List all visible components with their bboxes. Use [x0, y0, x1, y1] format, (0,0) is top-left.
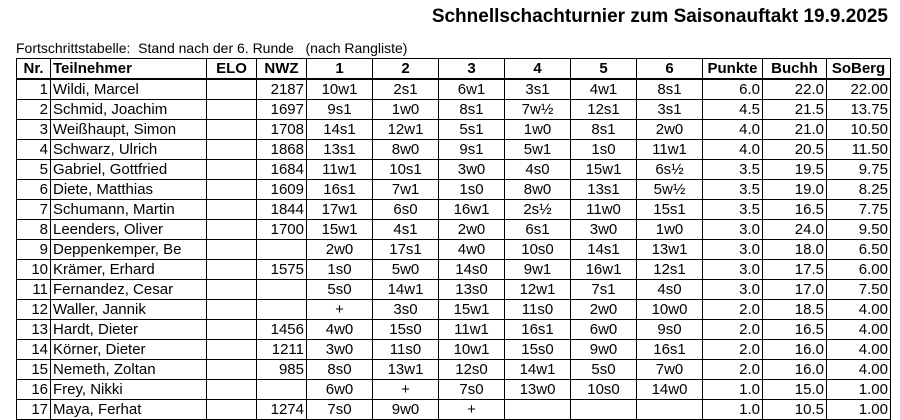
cell-soberg: 4.00 [827, 320, 891, 340]
header-round-5: 5 [571, 59, 637, 80]
cell-nwz [257, 380, 307, 400]
cell-round-4: 10s0 [505, 240, 571, 260]
cell-elo [207, 380, 257, 400]
cell-round-4: 11s0 [505, 300, 571, 320]
cell-round-6: 7w0 [637, 360, 703, 380]
cell-punkte: 3.5 [703, 180, 763, 200]
cell-round-6: 8s1 [637, 79, 703, 100]
cell-punkte: 2.0 [703, 360, 763, 380]
cell-nwz: 2187 [257, 79, 307, 100]
cell-round-4: 3s1 [505, 79, 571, 100]
cell-round-5: 1s0 [571, 140, 637, 160]
cell-round-2: 14w1 [373, 280, 439, 300]
cell-nwz: 1868 [257, 140, 307, 160]
cell-nwz [257, 280, 307, 300]
cell-nwz: 1211 [257, 340, 307, 360]
cell-round-5: 9w0 [571, 340, 637, 360]
cell-round-2: 13w1 [373, 360, 439, 380]
cell-round-1: 17w1 [307, 200, 373, 220]
cell-round-1: 11w1 [307, 160, 373, 180]
cell-buchh: 17.0 [763, 280, 827, 300]
cell-round-1: 2w0 [307, 240, 373, 260]
table-row [17, 200, 891, 220]
header-round-2: 2 [373, 59, 439, 80]
cell-round-5: 12s1 [571, 100, 637, 120]
cell-round-4 [505, 400, 571, 420]
table-row [17, 340, 891, 360]
cell-round-1: + [307, 300, 373, 320]
cell-nr: 11 [17, 280, 51, 300]
cell-elo [207, 160, 257, 180]
cell-round-3: 9s1 [439, 140, 505, 160]
cell-round-2: 12w1 [373, 120, 439, 140]
header-nr: Nr. [17, 59, 51, 80]
cell-soberg: 1.00 [827, 400, 891, 420]
cell-round-4: 8w0 [505, 180, 571, 200]
cell-round-6: 9s0 [637, 320, 703, 340]
page-title: Schnellschachturnier zum Saisonauftakt 19.9.2025 [431, 6, 888, 27]
cell-round-5: 15w1 [571, 160, 637, 180]
cell-punkte: 1.0 [703, 380, 763, 400]
cell-soberg: 1.00 [827, 380, 891, 400]
cell-buchh: 16.0 [763, 360, 827, 380]
cell-elo [207, 220, 257, 240]
cell-round-6: 16s1 [637, 340, 703, 360]
cell-nr: 10 [17, 260, 51, 280]
cell-punkte: 4.0 [703, 140, 763, 160]
header-name: Teilnehmer [51, 59, 207, 80]
cell-round-1: 14s1 [307, 120, 373, 140]
cell-round-3: 12s0 [439, 360, 505, 380]
cell-round-3: 2w0 [439, 220, 505, 240]
cell-round-5: 13s1 [571, 180, 637, 200]
cell-elo [207, 140, 257, 160]
cell-punkte: 3.0 [703, 240, 763, 260]
cell-name: Fernandez, Cesar [51, 280, 207, 300]
cell-soberg: 10.50 [827, 120, 891, 140]
cell-punkte: 3.5 [703, 160, 763, 180]
cell-elo [207, 180, 257, 200]
cell-round-4: 16s1 [505, 320, 571, 340]
cell-round-2: 1w0 [373, 100, 439, 120]
cell-nr: 14 [17, 340, 51, 360]
cell-nr: 17 [17, 400, 51, 420]
cell-round-2: 6s0 [373, 200, 439, 220]
cell-soberg: 9.75 [827, 160, 891, 180]
cell-elo [207, 100, 257, 120]
cell-name: Weißhaupt, Simon [51, 120, 207, 140]
cell-round-5: 7s1 [571, 280, 637, 300]
cell-nwz: 1274 [257, 400, 307, 420]
cell-buchh: 18.5 [763, 300, 827, 320]
cell-round-6: 6s½ [637, 160, 703, 180]
cell-nwz: 1684 [257, 160, 307, 180]
cell-nr: 15 [17, 360, 51, 380]
cell-round-5: 6w0 [571, 320, 637, 340]
cell-buchh: 21.0 [763, 120, 827, 140]
cell-round-6: 12s1 [637, 260, 703, 280]
cell-round-2: 17s1 [373, 240, 439, 260]
cell-name: Maya, Ferhat [51, 400, 207, 420]
cell-round-6: 1w0 [637, 220, 703, 240]
cell-round-6: 11w1 [637, 140, 703, 160]
cell-round-3: 13s0 [439, 280, 505, 300]
cell-nwz: 1844 [257, 200, 307, 220]
cell-buchh: 18.0 [763, 240, 827, 260]
cell-round-4: 6s1 [505, 220, 571, 240]
cell-elo [207, 280, 257, 300]
cell-buchh: 22.0 [763, 79, 827, 100]
cell-round-4: 5w1 [505, 140, 571, 160]
cell-round-2: 15s0 [373, 320, 439, 340]
cell-round-4: 2s½ [505, 200, 571, 220]
header-nwz: NWZ [257, 59, 307, 80]
header-buchh: Buchh [763, 59, 827, 80]
cell-nr: 2 [17, 100, 51, 120]
cell-soberg: 11.50 [827, 140, 891, 160]
cell-name: Gabriel, Gottfried [51, 160, 207, 180]
table-row [17, 240, 891, 260]
cell-round-2: 4s1 [373, 220, 439, 240]
table-row [17, 360, 891, 380]
cell-nr: 4 [17, 140, 51, 160]
header-soberg: SoBerg [827, 59, 891, 80]
cell-elo [207, 200, 257, 220]
cell-round-3: 15w1 [439, 300, 505, 320]
cell-round-3: 1s0 [439, 180, 505, 200]
table-row [17, 260, 891, 280]
cell-nr: 7 [17, 200, 51, 220]
cell-soberg: 4.00 [827, 300, 891, 320]
cell-name: Frey, Nikki [51, 380, 207, 400]
cell-round-2: 10s1 [373, 160, 439, 180]
cell-round-6: 10w0 [637, 300, 703, 320]
cell-round-4: 15s0 [505, 340, 571, 360]
cell-nr: 16 [17, 380, 51, 400]
cell-name: Waller, Jannik [51, 300, 207, 320]
cell-round-4: 9w1 [505, 260, 571, 280]
header-round-4: 4 [505, 59, 571, 80]
cell-round-5: 16w1 [571, 260, 637, 280]
cell-elo [207, 320, 257, 340]
cell-soberg: 7.50 [827, 280, 891, 300]
cell-buchh: 21.5 [763, 100, 827, 120]
header-round-3: 3 [439, 59, 505, 80]
cell-round-1: 1s0 [307, 260, 373, 280]
cell-round-6: 3s1 [637, 100, 703, 120]
cell-round-1: 3w0 [307, 340, 373, 360]
table-row [17, 280, 891, 300]
cell-round-3: 5s1 [439, 120, 505, 140]
table-row [17, 160, 891, 180]
cell-soberg: 6.00 [827, 260, 891, 280]
cell-round-2: 5w0 [373, 260, 439, 280]
cell-round-3: + [439, 400, 505, 420]
header-round-6: 6 [637, 59, 703, 80]
table-row [17, 380, 891, 400]
cell-soberg: 4.00 [827, 360, 891, 380]
cell-round-3: 14s0 [439, 260, 505, 280]
cell-round-2: 11s0 [373, 340, 439, 360]
cell-name: Wildi, Marcel [51, 79, 207, 100]
cell-buchh: 17.5 [763, 260, 827, 280]
cell-punkte: 2.0 [703, 300, 763, 320]
cell-round-4: 1w0 [505, 120, 571, 140]
cell-round-2: + [373, 380, 439, 400]
cell-round-3: 16w1 [439, 200, 505, 220]
cell-round-6: 15s1 [637, 200, 703, 220]
cell-name: Hardt, Dieter [51, 320, 207, 340]
cell-round-4: 7w½ [505, 100, 571, 120]
header-elo: ELO [207, 59, 257, 80]
cell-nwz: 1609 [257, 180, 307, 200]
cell-nwz: 1700 [257, 220, 307, 240]
cell-buchh: 19.5 [763, 160, 827, 180]
table-subtitle: Fortschrittstabelle: Stand nach der 6. Runde (nach Rangliste) [16, 40, 408, 56]
cell-round-6: 13w1 [637, 240, 703, 260]
table-row [17, 300, 891, 320]
cell-round-4: 13w0 [505, 380, 571, 400]
cell-round-1: 13s1 [307, 140, 373, 160]
cell-round-4: 14w1 [505, 360, 571, 380]
cell-round-5: 4w1 [571, 79, 637, 100]
cell-name: Schwarz, Ulrich [51, 140, 207, 160]
cell-buchh: 16.5 [763, 320, 827, 340]
cell-punkte: 2.0 [703, 320, 763, 340]
cell-round-5: 14s1 [571, 240, 637, 260]
cell-round-3: 3w0 [439, 160, 505, 180]
cell-round-3: 6w1 [439, 79, 505, 100]
table-row [17, 79, 891, 100]
cell-round-2: 2s1 [373, 79, 439, 100]
cell-round-3: 8s1 [439, 100, 505, 120]
cell-punkte: 6.0 [703, 79, 763, 100]
cell-round-6: 4s0 [637, 280, 703, 300]
cell-round-6: 5w½ [637, 180, 703, 200]
cell-nwz: 1456 [257, 320, 307, 340]
cell-nwz: 1697 [257, 100, 307, 120]
cell-soberg: 22.00 [827, 79, 891, 100]
cell-elo [207, 360, 257, 380]
cell-round-1: 5s0 [307, 280, 373, 300]
table-row [17, 180, 891, 200]
cell-buchh: 10.5 [763, 400, 827, 420]
cell-punkte: 4.5 [703, 100, 763, 120]
cell-nwz: 1575 [257, 260, 307, 280]
cell-round-1: 4w0 [307, 320, 373, 340]
cell-nr: 1 [17, 79, 51, 100]
cell-round-5: 10s0 [571, 380, 637, 400]
cell-round-1: 6w0 [307, 380, 373, 400]
cell-buchh: 16.5 [763, 200, 827, 220]
cell-round-1: 16s1 [307, 180, 373, 200]
progress-table [16, 58, 891, 420]
cell-soberg: 9.50 [827, 220, 891, 240]
cell-punkte: 3.5 [703, 200, 763, 220]
cell-name: Schmid, Joachim [51, 100, 207, 120]
cell-round-2: 8w0 [373, 140, 439, 160]
cell-elo [207, 260, 257, 280]
cell-name: Krämer, Erhard [51, 260, 207, 280]
cell-round-5 [571, 400, 637, 420]
cell-round-1: 10w1 [307, 79, 373, 100]
cell-buchh: 16.0 [763, 340, 827, 360]
cell-name: Nemeth, Zoltan [51, 360, 207, 380]
cell-round-5: 3w0 [571, 220, 637, 240]
header-punkte: Punkte [703, 59, 763, 80]
cell-punkte: 2.0 [703, 340, 763, 360]
cell-elo [207, 340, 257, 360]
cell-round-2: 3s0 [373, 300, 439, 320]
cell-round-6: 14w0 [637, 380, 703, 400]
cell-nwz [257, 240, 307, 260]
cell-buchh: 24.0 [763, 220, 827, 240]
cell-elo [207, 300, 257, 320]
cell-nr: 6 [17, 180, 51, 200]
table-row [17, 140, 891, 160]
table-row [17, 120, 891, 140]
cell-soberg: 13.75 [827, 100, 891, 120]
cell-name: Leenders, Oliver [51, 220, 207, 240]
cell-buchh: 20.5 [763, 140, 827, 160]
cell-nr: 5 [17, 160, 51, 180]
cell-round-4: 12w1 [505, 280, 571, 300]
cell-soberg: 7.75 [827, 200, 891, 220]
cell-round-5: 8s1 [571, 120, 637, 140]
cell-round-3: 11w1 [439, 320, 505, 340]
cell-name: Schumann, Martin [51, 200, 207, 220]
cell-elo [207, 240, 257, 260]
cell-buchh: 19.0 [763, 180, 827, 200]
cell-round-3: 4w0 [439, 240, 505, 260]
cell-round-6: 2w0 [637, 120, 703, 140]
cell-round-3: 10w1 [439, 340, 505, 360]
cell-soberg: 4.00 [827, 340, 891, 360]
header-round-1: 1 [307, 59, 373, 80]
cell-punkte: 3.0 [703, 260, 763, 280]
cell-nwz: 1708 [257, 120, 307, 140]
cell-elo [207, 400, 257, 420]
cell-nr: 13 [17, 320, 51, 340]
cell-nwz: 985 [257, 360, 307, 380]
cell-nr: 8 [17, 220, 51, 240]
cell-round-5: 5s0 [571, 360, 637, 380]
cell-name: Diete, Matthias [51, 180, 207, 200]
cell-punkte: 3.0 [703, 220, 763, 240]
cell-punkte: 4.0 [703, 120, 763, 140]
cell-round-2: 7w1 [373, 180, 439, 200]
cell-round-6 [637, 400, 703, 420]
cell-nr: 3 [17, 120, 51, 140]
cell-round-5: 2w0 [571, 300, 637, 320]
cell-elo [207, 120, 257, 140]
cell-buchh: 15.0 [763, 380, 827, 400]
cell-round-1: 8s0 [307, 360, 373, 380]
cell-name: Deppenkemper, Be [51, 240, 207, 260]
table-row [17, 400, 891, 420]
header-row [17, 59, 891, 80]
cell-punkte: 1.0 [703, 400, 763, 420]
cell-punkte: 3.0 [703, 280, 763, 300]
table-row [17, 320, 891, 340]
cell-nr: 12 [17, 300, 51, 320]
cell-nr: 9 [17, 240, 51, 260]
table-row [17, 220, 891, 240]
cell-soberg: 8.25 [827, 180, 891, 200]
cell-round-1: 15w1 [307, 220, 373, 240]
table-row [17, 100, 891, 120]
cell-round-3: 7s0 [439, 380, 505, 400]
cell-round-2: 9w0 [373, 400, 439, 420]
cell-soberg: 6.50 [827, 240, 891, 260]
cell-round-4: 4s0 [505, 160, 571, 180]
cell-round-1: 7s0 [307, 400, 373, 420]
cell-round-5: 11w0 [571, 200, 637, 220]
cell-round-1: 9s1 [307, 100, 373, 120]
cell-elo [207, 79, 257, 100]
cell-name: Körner, Dieter [51, 340, 207, 360]
cell-nwz [257, 300, 307, 320]
